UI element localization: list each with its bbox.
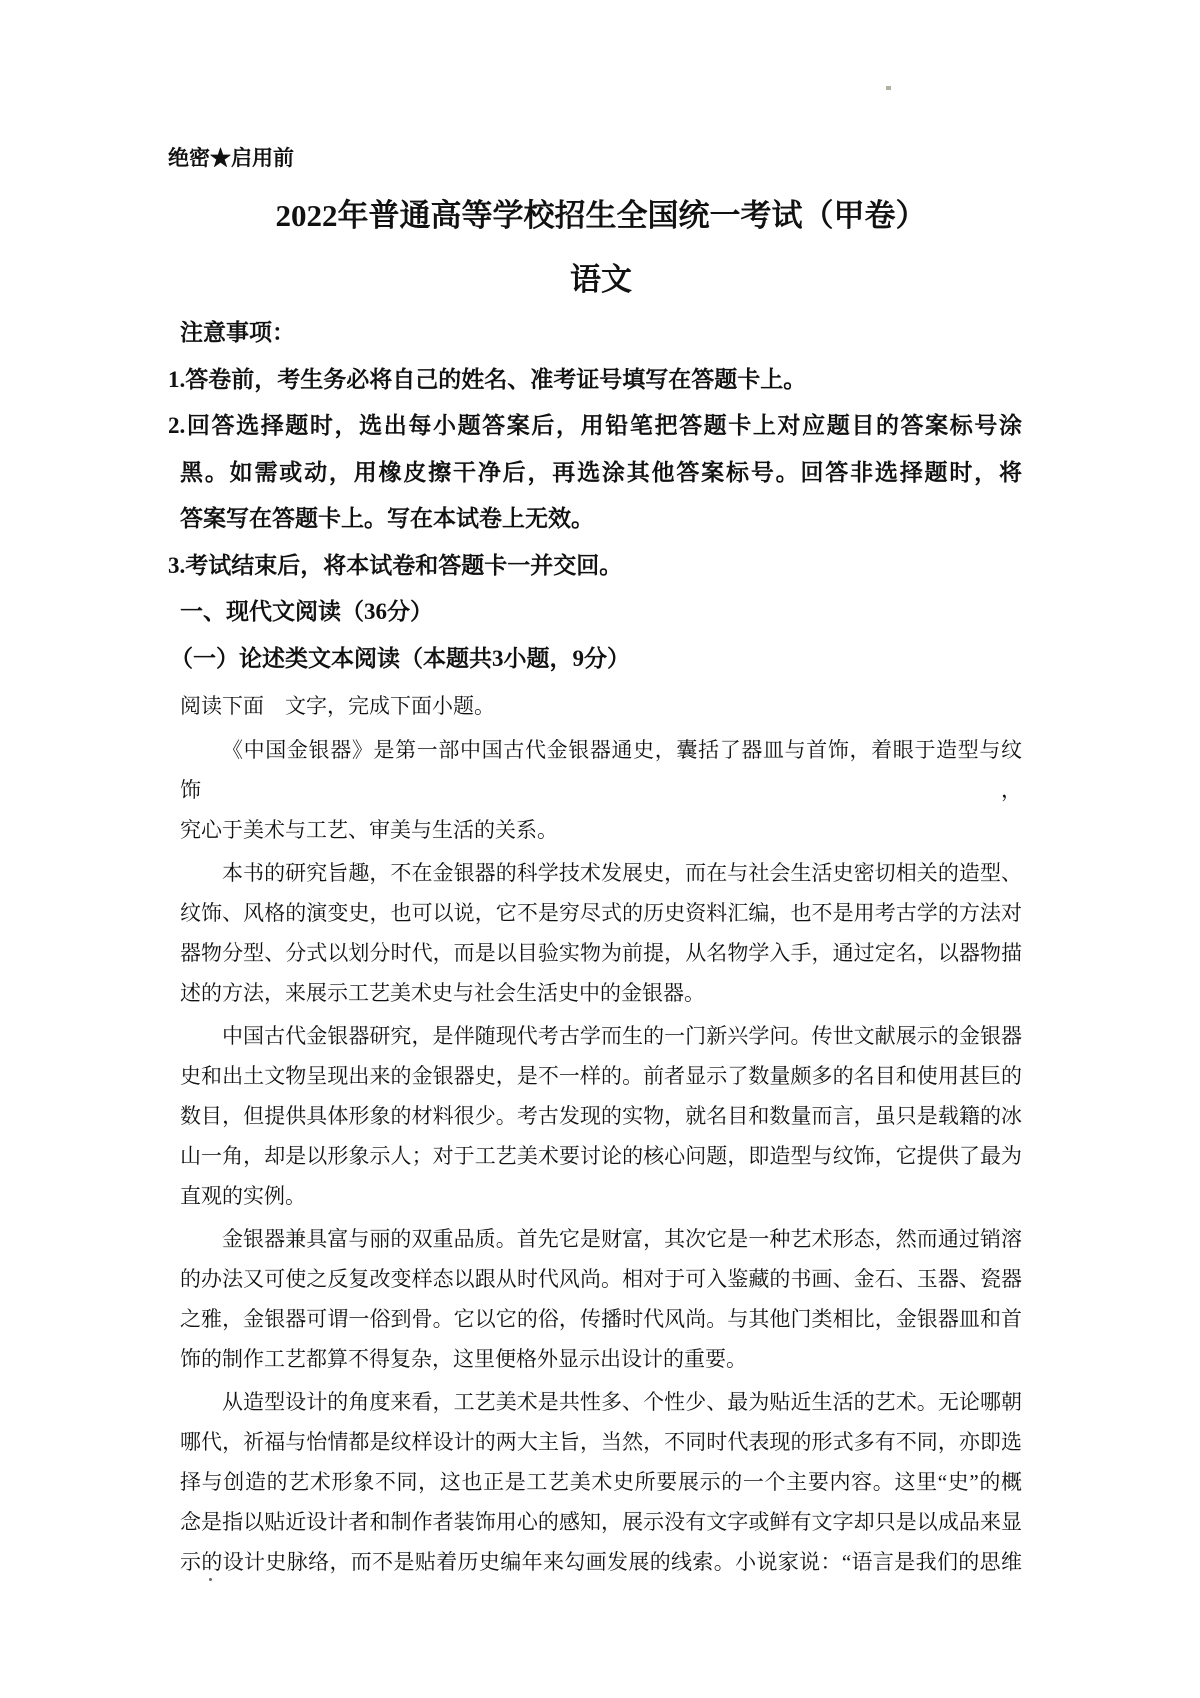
notice-item-1: 1.答卷前，考生务必将自己的姓名、准考证号填写在答题卡上。	[168, 366, 807, 392]
scan-artifact-dot	[209, 1578, 212, 1581]
passage-paragraph	[180, 1219, 1022, 1379]
passage-line: 之雅，金银器可谓一俗到骨。它以它的俗，传播时代风尚。与其他门类相比，金银器皿和首	[180, 1307, 1022, 1331]
notice-heading: 注意事项：	[180, 320, 295, 345]
scan-artifact-dot	[886, 86, 891, 90]
passage-line: 哪代，祈福与怡情都是纹样设计的两大主旨，当然，不同时代表现的形式多有不同，亦即选	[180, 1430, 1022, 1454]
passage-line: 金银器兼具富与丽的双重品质。首先它是财富，其次它是一种艺术形态，然而通过销溶	[222, 1227, 1022, 1251]
passage-paragraph	[180, 1016, 1022, 1216]
passage-line: 本书的研究旨趣，不在金银器的科学技术发展史，而在与社会生活史密切相关的造型、	[222, 861, 1022, 885]
page-title: 2022年普通高等学校招生全国统一考试（甲卷）	[275, 198, 927, 233]
passage-line: 择与创造的艺术形象不同，这也正是工艺美术史所要展示的一个主要内容。这里“史”的概	[180, 1470, 1022, 1494]
passage-line: 示的设计史脉络，而不是贴着历史编年来勾画发展的线索。小说家说：“语言是我们的思维	[180, 1550, 1022, 1574]
passage-line: 史和出土文物呈现出来的金银器史，是不一样的。前者显示了数量颇多的名目和使用甚巨的	[180, 1064, 1022, 1088]
passage-line: 饰的制作工艺都算不得复杂，这里便格外显示出设计的重要。	[180, 1347, 747, 1371]
notice-item-2-line-1: 2.回答选择题时，选出每小题答案后，用铅笔把答题卡上对应题目的答案标号涂	[168, 413, 1022, 438]
section-heading-modern-reading: 一、现代文阅读（36分）	[180, 599, 433, 624]
subsection-heading-argumentative-reading: （一）论述类文本阅读（本题共3小题，9分）	[170, 645, 630, 671]
passage-line: 述的方法，来展示工艺美术史与社会生活史中的金银器。	[180, 981, 705, 1005]
notice-item-2-line-3: 答案写在答题卡上。写在本试卷上无效。	[180, 506, 594, 531]
reading-instruction: 阅读下面 文字，完成下面小题。	[180, 694, 495, 718]
passage-line: 纹饰、风格的演变史，也可以说，它不是穷尽式的历史资料汇编，也不是用考古学的方法对	[180, 901, 1022, 925]
passage-line: 器物分型、分式以划分时代，而是以目验实物为前提，从名物学入手，通过定名，以器物描	[180, 941, 1022, 965]
passage-line: 直观的实例。	[180, 1184, 306, 1208]
passage	[180, 730, 1022, 1585]
notice-block	[168, 310, 1022, 682]
passage-line: 数目，但提供具体形象的材料很少。考古发现的实物，就名目和数量而言，虽只是载籍的冰	[180, 1104, 1022, 1128]
subject-title: 语文	[570, 262, 632, 297]
passage-line: 山一角，却是以形象示人；对于工艺美术要讨论的核心问题，即造型与纹饰，它提供了最为	[180, 1144, 1022, 1168]
passage-paragraph	[180, 1382, 1022, 1582]
passage-line: 的办法又可使之反复改变样态以跟从时代风尚。相对于可入鉴藏的书画、金石、玉器、瓷器	[180, 1267, 1022, 1291]
passage-line: 《中国金银器》是第一部中国古代金银器通史，囊括了器皿与首饰，着眼于造型与纹饰，	[180, 738, 1022, 802]
passage-line: 念是指以贴近设计者和制作者装饰用心的感知，展示没有文字或鲜有文字却只是以成品来显	[180, 1510, 1022, 1534]
passage-line: 中国古代金银器研究，是伴随现代考古学而生的一门新兴学问。传世文献展示的金银器	[222, 1024, 1022, 1048]
passage-paragraph	[180, 730, 1022, 850]
passage-line: 究心于美术与工艺、审美与生活的关系。	[180, 818, 558, 842]
passage-paragraph	[180, 853, 1022, 1013]
security-label: 绝密★启用前	[168, 146, 294, 170]
passage-line: 从造型设计的角度来看，工艺美术是共性多、个性少、最为贴近生活的艺术。无论哪朝	[222, 1390, 1022, 1414]
notice-item-3: 3.考试结束后，将本试卷和答题卡一并交回。	[168, 552, 623, 578]
notice-item-2-line-2: 黑。如需或动，用橡皮擦干净后，再选涂其他答案标号。回答非选择题时，将	[180, 459, 1022, 485]
